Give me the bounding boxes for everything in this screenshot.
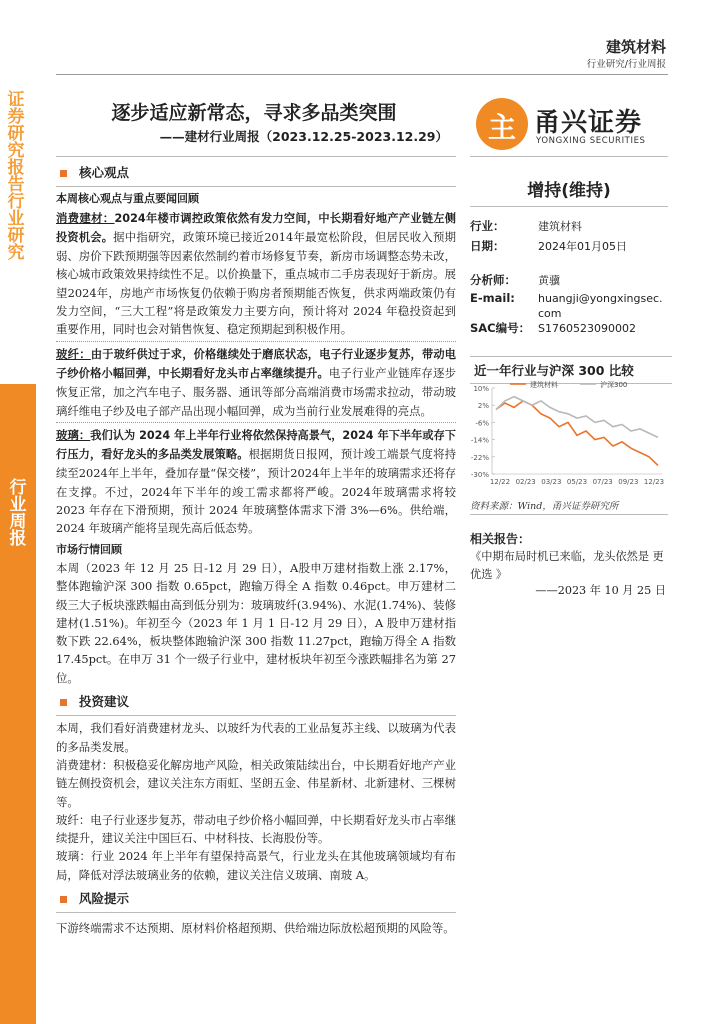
related-title: 相关报告： xyxy=(470,532,531,546)
company-logo xyxy=(476,96,666,152)
chart-source: 资料来源：Wind，甬兴证券研究所 xyxy=(470,498,668,515)
page-subtitle: ——建材行业周报（2023.12.25-2023.12.29） xyxy=(159,129,448,144)
logo-name-cn: 甬兴证券 xyxy=(534,108,643,138)
consumer-paragraph: 消费建材：2024年楼市调控政策依然有发力空间，中长期看好地产产业链左侧投资机会。据中指研究，政策环境已接近2014年最宽松阶段，但居民收入预期弱、房价下跌预期强等因素依然制约着市场修复节奏，新房市场调整态势未改，核心城市政策效果持续性不足。以价换量下，重点城市二手房表现好于新房。展望2024年，房地产市场恢复仍依赖于购房者预期能否恢复，供求两端政策仍有发力空间，“三大工程”将是政策发力主要方向，预计将对 2024 年稳投资起到重要作用，同时也会对销售恢复、稳定预期起到积极作用。 xyxy=(56,210,456,337)
rating: 增持(维持) xyxy=(527,181,611,201)
logo-divider xyxy=(470,156,668,157)
risk-paragraph: 下游终端需求不达预期、原材料价格超预期、供给端边际放松超预期的风险等。 xyxy=(56,921,455,936)
x-tick-label: 03/23 xyxy=(541,478,562,486)
glass-paragraph: 玻璃：我们认为 2024 年上半年行业将依然保持高景气，2024 年下半年或存下行压力，看好龙头的多品类发展策略。根据期货日报网，预计竣工端景气度将持续至2024年上半年，叠加存量“保交楼”，预计2024年上半年的玻璃需求还将存在支撑。不过，2024年下半年的竣工需求都将严峻。2024年玻璃需求将较 2023 年存在下滑预期，预计 2024 年玻璃整体需求下滑 3%—6%。供给端，2024 年玻璃产能将呈现先高后低态势。 xyxy=(56,427,456,536)
header-category: 建筑材料 xyxy=(605,38,666,56)
analyst-row: 分析师： 黄骥 xyxy=(470,273,560,287)
header-subcategory: 行业研究/行业周报 xyxy=(586,59,666,70)
dotted-divider xyxy=(56,422,456,423)
email-row: E-mail: huangji@yongxingsec. xyxy=(470,291,663,305)
invest-paragraph-4: 玻璃：行业 2024 年上半年有望保持高景气，行业龙头在其他玻璃领域均有布局，降低对浮法玻璃业务的依赖，建议关注信义玻璃、南玻 A。 xyxy=(56,849,456,882)
x-tick-label: 09/23 xyxy=(618,478,639,486)
related-report-link[interactable]: 《中期布局时机已来临，龙头依然是 更优选 》 xyxy=(470,550,664,581)
header-divider xyxy=(56,74,668,75)
page-title: 逐步适应新常态，寻求多品类突围 xyxy=(111,102,397,124)
market-paragraph: 本周（2023 年 12 月 25 日-12 月 29 日），A股申万建材指数上涨 2.17%，整体跑输沪深 300 指数 0.65pct，跑输万得全 A 指数 0.46pct。申万建材二级三大子板块涨跌幅由高到低分别为：玻璃玻纤(3.94%)、水泥(1.74%)、装修建材(1.51%)。年初至今（2023 年 1 月 1 日-12 月 29 日），A 股申万建材指数下跌 22.64%，板块整体跑输沪深 300 指数 11.27pct，跑输万得全 A 指数 17.45pct。在申万 31 个一级子行业中，建材板块年初至今涨跌幅排名为第 27 位。 xyxy=(56,560,456,685)
x-tick-label: 12/23 xyxy=(643,478,665,486)
sidebar-orange-label: 行业周报 xyxy=(9,478,27,549)
comparison-chart xyxy=(462,378,670,496)
dotted-divider xyxy=(56,341,456,342)
y-tick-label: -22% xyxy=(470,453,489,462)
y-tick-label: 10% xyxy=(473,385,489,393)
x-tick-label: 07/23 xyxy=(592,478,613,486)
section-core-heading: 核心观点 xyxy=(56,160,456,187)
email-row-cont: com xyxy=(538,307,562,320)
x-tick-label: 05/23 xyxy=(566,478,588,486)
sidebar-top-label: 证券研究报告 行业研究 xyxy=(7,90,25,263)
rating-divider xyxy=(470,206,668,207)
legend-label: 沪深300 xyxy=(600,381,628,389)
bullet-square-icon xyxy=(60,170,67,177)
invest-paragraph-1: 本周，我们看好消费建材龙头、以玻纤为代表的工业品复苏主线、以玻璃为代表的多品类发展。 xyxy=(56,721,456,754)
sidebar-report-type xyxy=(0,92,32,372)
market-heading: 市场行情回顾 xyxy=(56,542,122,556)
series-line-0 xyxy=(496,401,658,466)
logo-name-en: YONGXING SECURITIES xyxy=(536,136,646,146)
main-column xyxy=(56,160,456,938)
y-tick-label: -30% xyxy=(470,471,489,479)
section-risk-heading: 风险提示 xyxy=(56,886,456,913)
x-tick-label: 02/23 xyxy=(515,478,536,486)
invest-paragraph-2: 消费建材：积极稳妥化解房地产风险，相关政策陆续出台，中长期看好地产产业链左侧投资机会，建议关注东方雨虹、坚朗五金、伟星新材、北新建材、三棵树等。 xyxy=(56,757,456,809)
fiber-paragraph: 玻纤：由于玻纤供过于求，价格继续处于磨底状态，电子行业逐步复苏，带动电子纱价格小幅回弹，中长期看好龙头市占率继续提升。电子行业产业链库存逐步恢复正常，加之汽车电子、服务器、通讯等部分高端消费市场需求拉动，带动玻璃纤维电子纱及电子部产品出现小幅回弹，成为当前行业发展难得的亮点。 xyxy=(56,346,456,418)
title-divider xyxy=(56,156,456,157)
y-tick-label: 2% xyxy=(477,402,489,411)
y-tick-label: -14% xyxy=(470,436,489,445)
core-intro: 本周核心观点与重点要闻回顾 xyxy=(56,192,199,206)
date-row: 日期： 2024年01月05日 xyxy=(470,239,627,253)
y-tick-label: -6% xyxy=(475,419,489,428)
industry-row: 行业： 建筑材料 xyxy=(470,219,582,233)
invest-paragraph-3: 玻纤：电子行业逐步复苏，带动电子纱价格小幅回弹，中长期看好龙头市占率继续提升，建议关注中国巨石、中材科技、长海股份等。 xyxy=(56,812,456,846)
chart-title: 近一年行业与沪深 300 比较 xyxy=(470,356,672,384)
x-tick-label: 12/22 xyxy=(489,478,511,486)
section-invest-heading: 投资建议 xyxy=(56,689,456,716)
bullet-square-icon xyxy=(60,699,67,706)
logo-mark-icon: 主 xyxy=(476,98,528,150)
sac-row: SAC编号： S1760523090002 xyxy=(470,321,636,335)
bullet-square-icon xyxy=(60,896,67,903)
sidebar-orange-band xyxy=(0,384,36,1024)
related-report-date: ——2023 年 10 月 25 日 xyxy=(535,584,666,597)
legend-label: 建筑材料 xyxy=(530,381,558,389)
